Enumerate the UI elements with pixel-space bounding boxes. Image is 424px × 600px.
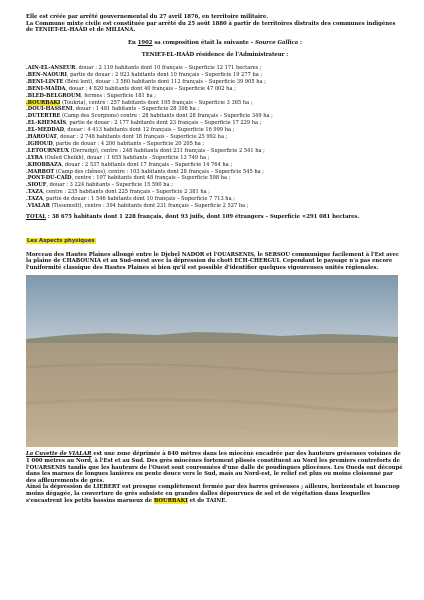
- place-description: (Béni lent), douar : 3 560 habitants dont 112 français – Superficie 39 905 ha ;: [63, 78, 266, 85]
- place-description: . douar : 2 119 habitants dont 10 français – Superficie 12 171 hectares ;: [75, 64, 262, 71]
- composition-text: sa composition était la suivante –: [152, 39, 256, 46]
- place-description: , centre : 235 habitants dont 225 français – Superficie 2 381 ha ;: [42, 189, 210, 196]
- place-description: , fermes : Superficie 181 ha ;: [81, 92, 157, 99]
- liebert-paragraph: [26, 484, 404, 504]
- place-name: .KHOBBAZA: [26, 161, 62, 168]
- place-name: .TAZA: [26, 196, 43, 203]
- cuvette-title: La Cuvette de VIALAR: [26, 451, 92, 458]
- place-name: .BENI-MAÏDA: [26, 85, 66, 92]
- place-name: .SIOUF: [26, 182, 47, 189]
- place-row: [26, 203, 404, 210]
- composition-prefix: En: [128, 39, 138, 46]
- place-row: [26, 155, 404, 162]
- place-description: (Ouled Cheikh), douar : 1 655 habitants - Superficie 13 749 ha ;: [42, 154, 210, 161]
- residence-heading: TENIET-EL-HAÂD résidence de l'Administrateur :: [141, 52, 289, 59]
- place-row: [26, 72, 404, 79]
- place-row: [26, 162, 404, 169]
- place-description: , douar : 4 820 habitants dont 40 français – Superficie 47 002 ha ;: [65, 85, 236, 92]
- place-row: [26, 79, 404, 86]
- place-name: .BENI-LINTE: [26, 78, 64, 85]
- place-name: .PONT-DU-CAÏD: [26, 175, 72, 182]
- place-name: .DOUI-HASSENI: [26, 106, 73, 113]
- place-name: .LETOURNEUX: [26, 147, 70, 154]
- place-name: .BOURBAKI: [26, 99, 61, 106]
- intro-line-2: La Commune mixte civile est constituée par arrêté du 25 août 1880 à partir de territoires distraits des communes indigènes de TENIET-EL-HAÂD et de MILIANA.: [26, 20, 396, 34]
- landscape-photo-graphic: [26, 275, 398, 447]
- place-description: (Derradgi), centre : 248 habitants dont 231 français – Superficie 2 541 ha ;: [69, 147, 265, 154]
- place-name: .LYRA: [26, 154, 43, 161]
- place-row: [26, 141, 404, 148]
- place-description: , partie de douar : 2 923 habitants dont 10 français – Superficie 19 277 ha ;: [66, 71, 263, 78]
- place-description: , douar : 2 537 habitants dont 17 français – Superficie 14 764 ha ;: [61, 161, 233, 168]
- place-row: [26, 120, 404, 127]
- document-page: [26, 14, 404, 504]
- place-name: .MARBOT: [26, 168, 55, 175]
- cuvette-text: est une zone déprimée à 840 mètres dans les miocène encadrée par des hauteurs gréseuses voisines de 1 000 mètres au Nord, à l'Est et au Sud. Des grès miocènes fortement plissés constituent au Nord les premiers contreforts de l'OUARSENIS tandis que les hauteurs de l'Ouest sont couronnées d'une dalle de poudingues pliocènes. Les Oueds ont découpé dans les marnes de longues lanières en pente douce vers le Sud, mais au Nord-est, le relief est plus ou moins cloisonné par des affleurements de grès.: [26, 451, 403, 484]
- place-description: (Toukria), centre : 257 habitants dont 195 français – Superficie 3 365 ha ;: [60, 99, 253, 106]
- place-description: (Camp des chênes), centre : 103 habitants dont 28 français – Superficie 545 ha ;: [54, 168, 264, 175]
- aspects-heading: Les Aspects physiques: [27, 237, 95, 244]
- place-description: , partie de douar : 2 177 habitants dont 23 français – Superficie 17 229 ha ;: [66, 120, 262, 127]
- place-description: , centre : 107 habitants dont 48 français – Superficie 598 ha ;: [71, 175, 231, 182]
- place-description: (Camp des Scorpions) centre : 28 habitants dont 28 français – Superficie 349 ha ;: [60, 113, 273, 120]
- place-row: [26, 189, 404, 196]
- place-name: .EL-KHEMAÏS: [26, 120, 67, 127]
- total-line: [26, 214, 404, 221]
- composition-source-end: :: [298, 39, 302, 46]
- places-list: [26, 65, 404, 210]
- place-description: , douar : 4 413 habitants dont 12 français – Superficie 16 999 ha ;: [64, 127, 235, 134]
- composition-year: 1902: [137, 39, 153, 46]
- place-row: [26, 148, 404, 155]
- place-description: , douar : 1 481 habitants – Superficie 28 398 ha ;: [72, 106, 200, 113]
- landscape-photo: [26, 275, 398, 447]
- morceau-paragraph: Morceau des Hautes Plaines allongé entre le Djebel NADOR et l'OUARSENIS, le SERSOU communique facilement à l'Est avec la plaine de CHABOUNIA et au Sud-ouest avec la dépression du chott ECH-CHERGUI. Cependant le paysage n'a pas encore l'uniformité classique des Hautes Plaines si bien qu'il est possible d'identifier quelques vigoureuses unités régionales.: [26, 251, 400, 271]
- liebert-end: et de TAINE.: [187, 497, 228, 504]
- place-row: [26, 65, 404, 72]
- liebert-text: Ainsi la dépression de LIEBERT est presque complètement fermée par des barres gréseuses ; ailleurs, horizontale et bancnop moins dégagée, la couverture de grès subsiste en grandes dalles dépourvues de sol et de végétation dans lesquelles s'encastrent les petits bassins marneux de: [26, 484, 400, 504]
- place-row: [26, 127, 404, 134]
- place-description: , partie de douar : 1 546 habitants dont 10 français – Superficie 7 713 ha ;: [42, 196, 235, 203]
- place-name: .BLED-BELGROUM: [26, 92, 82, 99]
- place-name: .VIALAR: [26, 203, 50, 210]
- place-name: .EL-MEDDAD: [26, 127, 65, 134]
- place-name: .BEN-NAOURI: [26, 71, 67, 78]
- place-name: .IGHOUD: [26, 140, 53, 147]
- place-name: .DUTERTRE: [26, 113, 61, 120]
- place-description: (Tissemsilt), centre : 394 habitants dont 231 français – Superficie 2 527 ha ;: [49, 203, 249, 210]
- place-row: [26, 93, 404, 100]
- composition-source: Source Gallica: [255, 39, 299, 46]
- liebert-highlight: BOURBAKI: [153, 497, 188, 504]
- place-row: [26, 86, 404, 93]
- place-name: .HAROUAT: [26, 134, 57, 141]
- place-name: .TAZA: [26, 189, 43, 196]
- cuvette-paragraph: [26, 451, 404, 484]
- place-row: [26, 134, 404, 141]
- place-row: [26, 175, 404, 182]
- place-row: [26, 100, 404, 107]
- place-description: , partie de douar : 4 200 habitants – Superficie 20 205 ha ;: [52, 140, 205, 147]
- total-label: TOTAL: [26, 214, 47, 220]
- total-text: : 38 675 habitants dont 1 228 français, dont 93 juifs, dont 109 étrangers – Superficie ≈291 081 hectares.: [46, 214, 360, 220]
- intro-line-1: Elle est créée par arrêté gouvernemental du 27 avril 1876, en territoire militaire.: [26, 14, 269, 20]
- place-row: [26, 182, 404, 189]
- place-description: , douar : 3 224 habitants – Superficie 15 590 ha ;: [46, 182, 173, 189]
- composition-line: [26, 40, 404, 47]
- place-name: .AIN-EL-ANSEUR: [26, 64, 76, 71]
- place-description: , douar : 2 748 habitants dont 18 français – Superficie 25 992 ha ;: [56, 134, 228, 141]
